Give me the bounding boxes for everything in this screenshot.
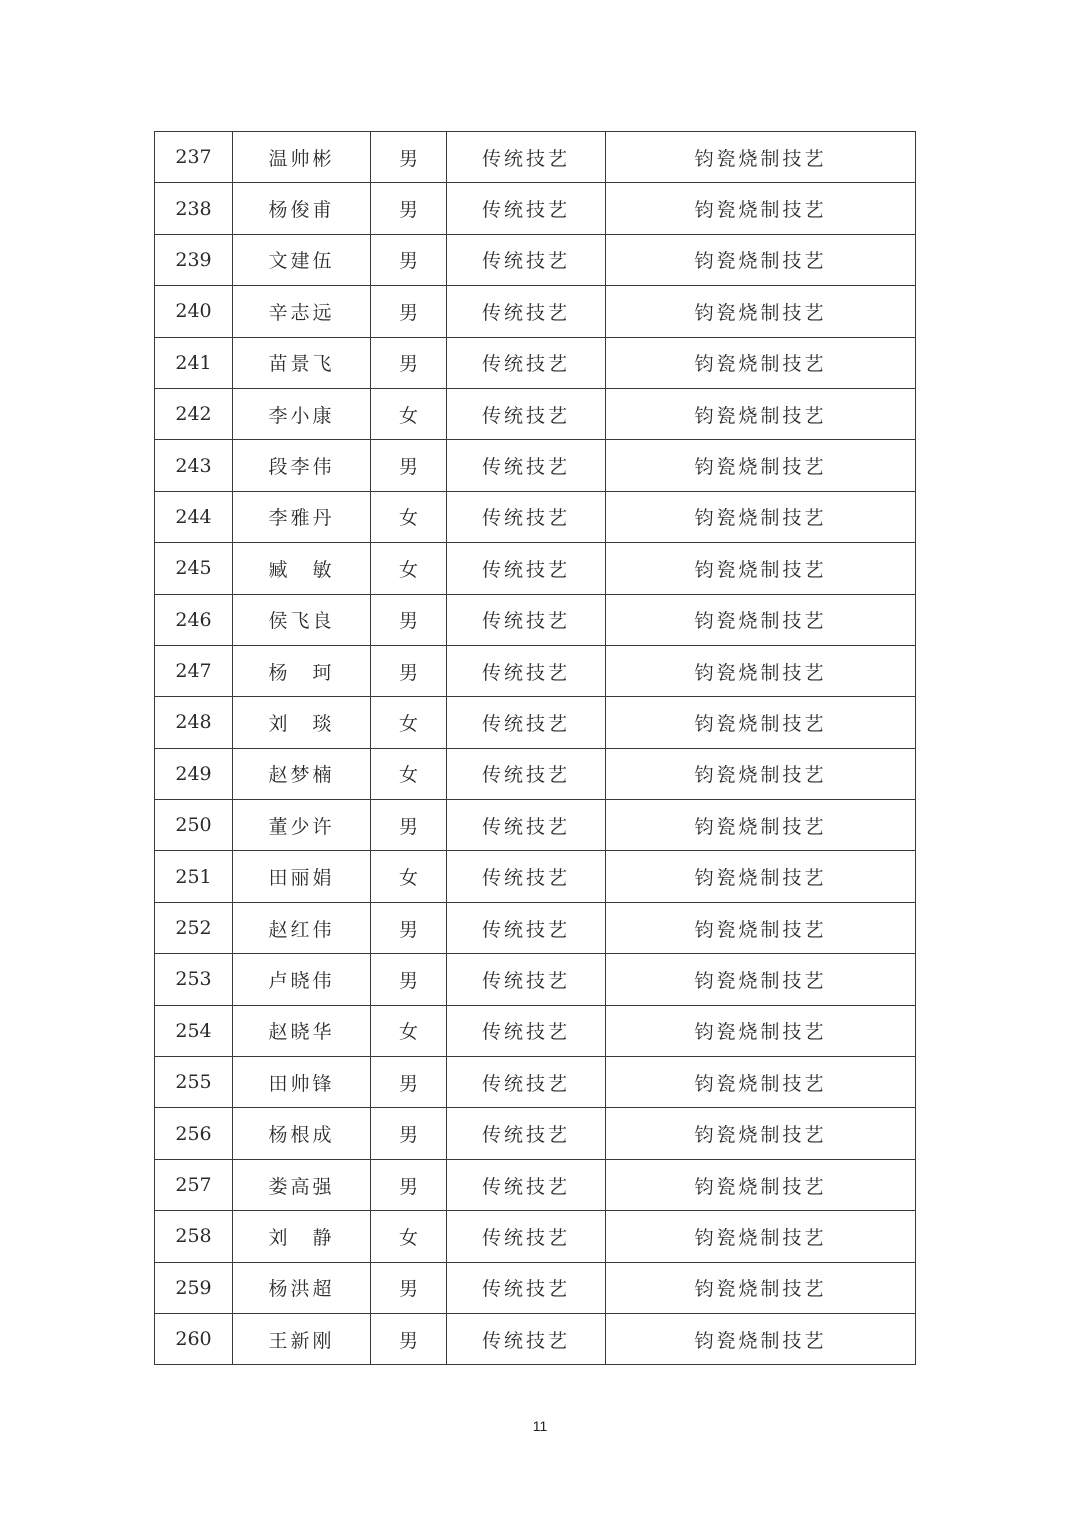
project-cell: 钧瓷烧制技艺 (606, 1159, 916, 1210)
name-cell: 田丽娟 (233, 851, 371, 902)
serial-number-cell: 243 (155, 440, 233, 491)
serial-number-cell: 254 (155, 1005, 233, 1056)
name-cell: 文建伍 (233, 234, 371, 285)
serial-number-cell: 258 (155, 1211, 233, 1262)
gender-cell: 男 (371, 800, 447, 851)
category-cell: 传统技艺 (447, 1262, 606, 1313)
gender-cell: 男 (371, 1108, 447, 1159)
category-cell: 传统技艺 (447, 697, 606, 748)
category-cell: 传统技艺 (447, 1159, 606, 1210)
name-cell: 刘 琰 (233, 697, 371, 748)
name-cell: 李雅丹 (233, 491, 371, 542)
table-row (155, 902, 916, 953)
project-cell: 钧瓷烧制技艺 (606, 1005, 916, 1056)
serial-number-cell: 252 (155, 902, 233, 953)
inheritor-table (154, 131, 916, 1365)
serial-number-cell: 241 (155, 337, 233, 388)
project-cell: 钧瓷烧制技艺 (606, 748, 916, 799)
name-cell: 苗景飞 (233, 337, 371, 388)
table-row (155, 954, 916, 1005)
serial-number-cell: 256 (155, 1108, 233, 1159)
name-cell: 杨 珂 (233, 645, 371, 696)
project-cell: 钧瓷烧制技艺 (606, 183, 916, 234)
project-cell: 钧瓷烧制技艺 (606, 337, 916, 388)
gender-cell: 男 (371, 1159, 447, 1210)
gender-cell: 男 (371, 132, 447, 183)
category-cell: 传统技艺 (447, 440, 606, 491)
project-cell: 钧瓷烧制技艺 (606, 1108, 916, 1159)
page-number: 11 (532, 1418, 548, 1434)
name-cell: 侯飞良 (233, 594, 371, 645)
table-row (155, 851, 916, 902)
project-cell: 钧瓷烧制技艺 (606, 645, 916, 696)
gender-cell: 男 (371, 594, 447, 645)
category-cell: 传统技艺 (447, 234, 606, 285)
table-row (155, 337, 916, 388)
project-cell: 钧瓷烧制技艺 (606, 440, 916, 491)
serial-number-cell: 239 (155, 234, 233, 285)
project-cell: 钧瓷烧制技艺 (606, 286, 916, 337)
serial-number-cell: 253 (155, 954, 233, 1005)
name-cell: 董少许 (233, 800, 371, 851)
gender-cell: 女 (371, 1005, 447, 1056)
category-cell: 传统技艺 (447, 902, 606, 953)
name-cell: 卢晓伟 (233, 954, 371, 1005)
name-cell: 段李伟 (233, 440, 371, 491)
category-cell: 传统技艺 (447, 954, 606, 1005)
serial-number-cell: 259 (155, 1262, 233, 1313)
name-cell: 赵梦楠 (233, 748, 371, 799)
table-row (155, 1159, 916, 1210)
project-cell: 钧瓷烧制技艺 (606, 491, 916, 542)
serial-number-cell: 250 (155, 800, 233, 851)
table-row (155, 800, 916, 851)
serial-number-cell: 247 (155, 645, 233, 696)
name-cell: 杨俊甫 (233, 183, 371, 234)
project-cell: 钧瓷烧制技艺 (606, 234, 916, 285)
serial-number-cell: 238 (155, 183, 233, 234)
serial-number-cell: 242 (155, 388, 233, 439)
serial-number-cell: 251 (155, 851, 233, 902)
serial-number-cell: 245 (155, 543, 233, 594)
project-cell: 钧瓷烧制技艺 (606, 954, 916, 1005)
gender-cell: 男 (371, 440, 447, 491)
category-cell: 传统技艺 (447, 543, 606, 594)
serial-number-cell: 255 (155, 1057, 233, 1108)
table-row (155, 1108, 916, 1159)
category-cell: 传统技艺 (447, 748, 606, 799)
serial-number-cell: 248 (155, 697, 233, 748)
gender-cell: 女 (371, 543, 447, 594)
gender-cell: 男 (371, 902, 447, 953)
category-cell: 传统技艺 (447, 1108, 606, 1159)
serial-number-cell: 246 (155, 594, 233, 645)
category-cell: 传统技艺 (447, 1211, 606, 1262)
serial-number-cell: 244 (155, 491, 233, 542)
table-row (155, 1313, 916, 1364)
table-row (155, 1005, 916, 1056)
table-row (155, 132, 916, 183)
gender-cell: 男 (371, 337, 447, 388)
gender-cell: 女 (371, 388, 447, 439)
category-cell: 传统技艺 (447, 645, 606, 696)
project-cell: 钧瓷烧制技艺 (606, 1057, 916, 1108)
gender-cell: 男 (371, 1313, 447, 1364)
name-cell: 辛志远 (233, 286, 371, 337)
gender-cell: 男 (371, 286, 447, 337)
table-row (155, 1262, 916, 1313)
name-cell: 田帅锋 (233, 1057, 371, 1108)
serial-number-cell: 249 (155, 748, 233, 799)
name-cell: 娄高强 (233, 1159, 371, 1210)
name-cell: 杨洪超 (233, 1262, 371, 1313)
gender-cell: 女 (371, 697, 447, 748)
gender-cell: 女 (371, 748, 447, 799)
gender-cell: 男 (371, 234, 447, 285)
name-cell: 杨根成 (233, 1108, 371, 1159)
category-cell: 传统技艺 (447, 132, 606, 183)
table-row (155, 748, 916, 799)
gender-cell: 女 (371, 851, 447, 902)
category-cell: 传统技艺 (447, 851, 606, 902)
table-row (155, 594, 916, 645)
project-cell: 钧瓷烧制技艺 (606, 132, 916, 183)
project-cell: 钧瓷烧制技艺 (606, 800, 916, 851)
name-cell: 李小康 (233, 388, 371, 439)
project-cell: 钧瓷烧制技艺 (606, 1262, 916, 1313)
project-cell: 钧瓷烧制技艺 (606, 1211, 916, 1262)
table-row (155, 1211, 916, 1262)
table-body (155, 132, 916, 1365)
name-cell: 温帅彬 (233, 132, 371, 183)
project-cell: 钧瓷烧制技艺 (606, 1313, 916, 1364)
project-cell: 钧瓷烧制技艺 (606, 388, 916, 439)
project-cell: 钧瓷烧制技艺 (606, 543, 916, 594)
serial-number-cell: 237 (155, 132, 233, 183)
category-cell: 传统技艺 (447, 183, 606, 234)
serial-number-cell: 260 (155, 1313, 233, 1364)
table-row (155, 697, 916, 748)
gender-cell: 男 (371, 1057, 447, 1108)
category-cell: 传统技艺 (447, 1005, 606, 1056)
gender-cell: 男 (371, 1262, 447, 1313)
gender-cell: 男 (371, 645, 447, 696)
name-cell: 赵红伟 (233, 902, 371, 953)
category-cell: 传统技艺 (447, 1057, 606, 1108)
table-row (155, 491, 916, 542)
category-cell: 传统技艺 (447, 491, 606, 542)
project-cell: 钧瓷烧制技艺 (606, 902, 916, 953)
gender-cell: 女 (371, 1211, 447, 1262)
gender-cell: 女 (371, 491, 447, 542)
category-cell: 传统技艺 (447, 800, 606, 851)
table-row (155, 543, 916, 594)
name-cell: 王新刚 (233, 1313, 371, 1364)
table-row (155, 1057, 916, 1108)
category-cell: 传统技艺 (447, 388, 606, 439)
project-cell: 钧瓷烧制技艺 (606, 697, 916, 748)
category-cell: 传统技艺 (447, 594, 606, 645)
name-cell: 赵晓华 (233, 1005, 371, 1056)
gender-cell: 男 (371, 954, 447, 1005)
table-row (155, 234, 916, 285)
project-cell: 钧瓷烧制技艺 (606, 594, 916, 645)
table-row (155, 645, 916, 696)
name-cell: 臧 敏 (233, 543, 371, 594)
table-row (155, 183, 916, 234)
table-row (155, 286, 916, 337)
category-cell: 传统技艺 (447, 1313, 606, 1364)
name-cell: 刘 静 (233, 1211, 371, 1262)
serial-number-cell: 240 (155, 286, 233, 337)
table-row (155, 388, 916, 439)
category-cell: 传统技艺 (447, 286, 606, 337)
project-cell: 钧瓷烧制技艺 (606, 851, 916, 902)
table-row (155, 440, 916, 491)
gender-cell: 男 (371, 183, 447, 234)
category-cell: 传统技艺 (447, 337, 606, 388)
serial-number-cell: 257 (155, 1159, 233, 1210)
